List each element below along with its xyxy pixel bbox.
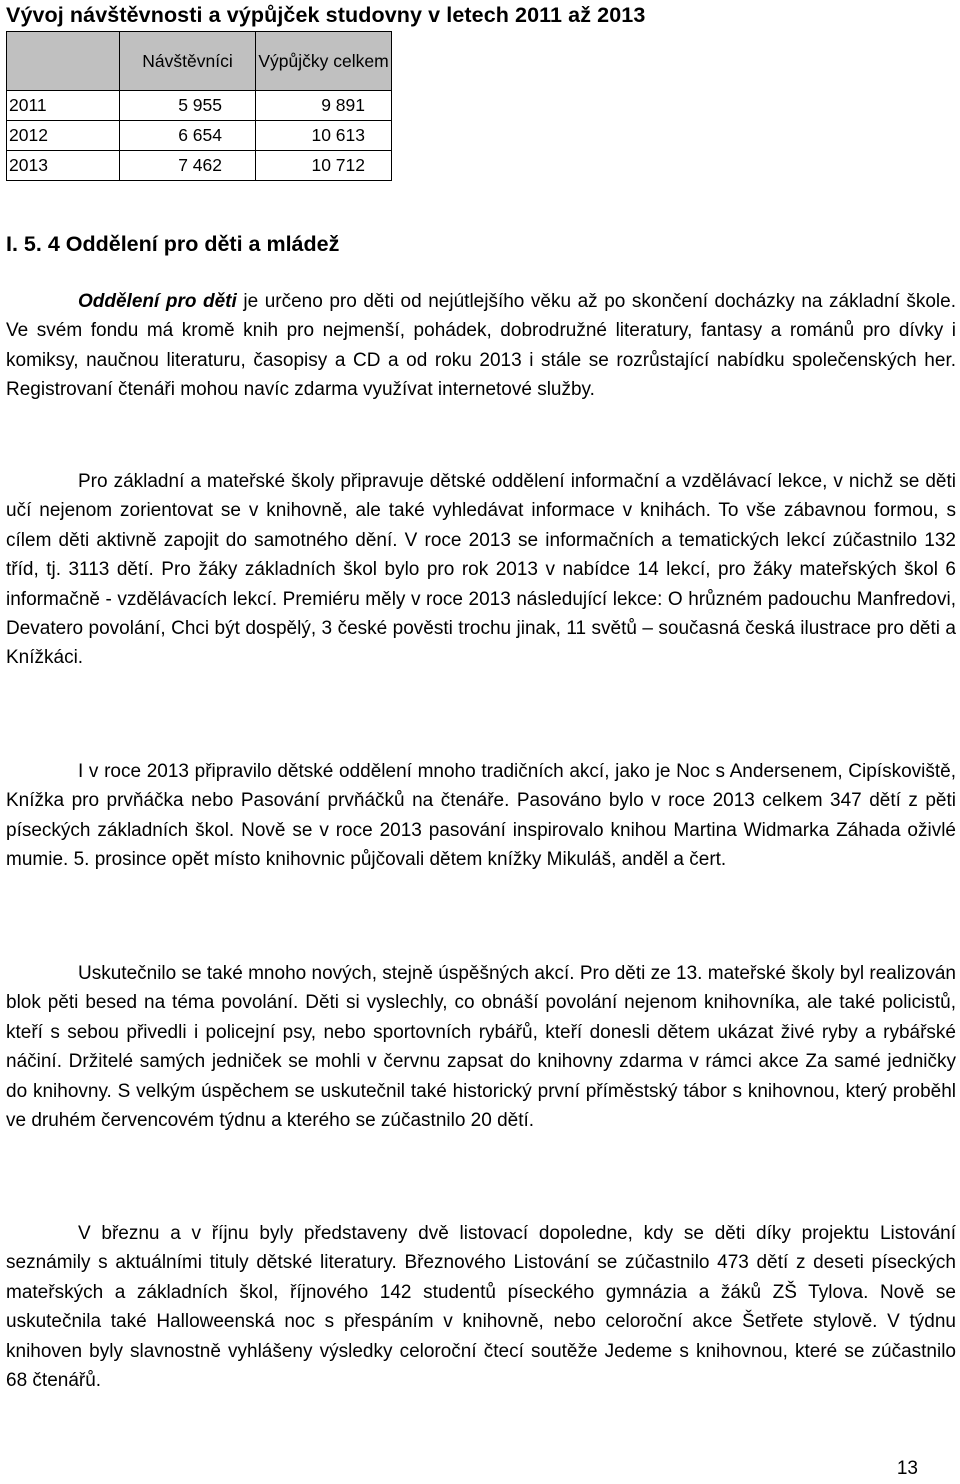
paragraph-new-events bbox=[6, 959, 956, 1135]
table-cell-year: 2012 bbox=[7, 121, 120, 151]
table-cell-visitors: 7 462 bbox=[120, 151, 256, 181]
table-header-loans: Výpůjčky celkem bbox=[256, 32, 392, 91]
table-cell-year: 2013 bbox=[7, 151, 120, 181]
table-cell-visitors: 6 654 bbox=[120, 121, 256, 151]
table-row bbox=[7, 91, 392, 121]
paragraph-intro-text: je určeno pro děti od nejútlejšího věku až po skončení docházky na základní škole. Ve svém fondu má kromě knih pro nejmenší, pohádek, dobrodružné literatury, fantasy a románů pro dívky i komiksy, naučnou literaturu, časopisy a CD a od roku 2013 i stále se rozrůstající nabídku společenských her. Registrovaní čtenáři mohou navíc zdarma využívat internetové služby. bbox=[6, 291, 957, 401]
paragraph-traditions bbox=[6, 757, 956, 875]
paragraph-new-events-text: Uskutečnilo se také mnoho nových, stejně úspěšných akcí. Pro děti ze 13. mateřské školy byl realizován blok pěti besed na téma povolání. Děti si vyslechly, co obnáší povolání nejenom knihovníka, ale také policistů, kteří s sebou přivedli i policejní psy, nebo sportovních rybářů, kteří donesli dětem ukázat živé ryby a rybářské náčiní. Držitelé samých jedniček se mohli v červnu zapsat do knihovny zdarma v rámci akce Za samé jedničky do knihovny. S velkým úspěchem se uskutečnil také historický první příměstský tábor s knihovnou, který proběhl ve druhém červencovém týdnu a kterého se zúčastnilo 20 dětí. bbox=[6, 963, 956, 1132]
table-cell-visitors: 5 955 bbox=[120, 91, 256, 121]
table-cell-loans: 9 891 bbox=[256, 91, 392, 121]
paragraph-lessons-text: Pro základní a mateřské školy připravuje dětské oddělení informační a vzdělávací lekce, v nichž se děti učí nejenom zorientovat se v knihovně, ale také vyhledávat informace v knihách. To vše zábavnou formou, s cílem děti aktivně zapojit do samotného dění. V roce 2013 se informačních a tematických lekcí zúčastnilo 132 tříd, tj. 3113 dětí. Pro žáky základních škol bylo pro rok 2013 v nabídce 14 lekcí, pro žáky mateřských škol 6 informačně - vzdělávacích lekcí. Premiéru měly v roce 2013 následující lekce: O hrůzném padouchu Manfredovi, Devatero povolání, Chci být dospělý, 3 české pověsti trochu jinak, 11 světů – současná česká ilustrace pro děti a Knížkáci. bbox=[6, 471, 956, 669]
paragraph-lessons bbox=[6, 467, 956, 673]
paragraph-lead-term: Oddělení pro děti bbox=[78, 291, 237, 312]
table-cell-loans: 10 613 bbox=[256, 121, 392, 151]
page-number: 13 bbox=[896, 1458, 918, 1479]
table-row bbox=[7, 151, 392, 181]
visitors-loans-table bbox=[6, 31, 392, 181]
table-header-blank bbox=[7, 32, 120, 91]
section-heading: I. 5. 4 Oddělení pro děti a mládež bbox=[6, 232, 340, 256]
paragraph-traditions-text: I v roce 2013 připravilo dětské oddělení mnoho tradičních akcí, jako je Noc s Andersenem, Cipískoviště, Knížka pro prvňáčka nebo Pasování prvňáčků na čtenáře. Pasováno bylo v roce 2013 celkem 347 dětí z pěti píseckých základních škol. Nově se v roce 2013 pasování inspirovalo knihou Martina Widmarka Záhada oživlé mumie. 5. prosince opět místo knihovnic půjčovali dětem knížky Mikuláš, anděl a čert. bbox=[6, 761, 956, 871]
paragraph-listovani-text: V březnu a v říjnu byly představeny dvě listovací dopoledne, kdy se děti díky projektu Listování seznámily s aktuálními tituly dětské literatury. Březnového Listování se zúčastnilo 473 dětí z deseti píseckých mateřských a základních škol, říjnového 142 studentů píseckého gymnázia a žáků ZŠ Tylova. Nově se uskutečnila také Halloweenská noc s přespáním v knihovně, nebo celoroční akce Šetřete stylově. V týdnu knihoven byly slavnostně vyhlášeny výsledky celoroční čtecí soutěže Jedeme s knihovnou, které se zúčastnilo 68 čtenářů. bbox=[6, 1223, 956, 1392]
table-cell-year: 2011 bbox=[7, 91, 120, 121]
table-title: Vývoj návštěvnosti a výpůjček studovny v letech 2011 až 2013 bbox=[6, 3, 646, 27]
paragraph-intro bbox=[6, 287, 956, 405]
table-cell-loans: 10 712 bbox=[256, 151, 392, 181]
table-row bbox=[7, 121, 392, 151]
table-header-visitors: Návštěvníci bbox=[120, 32, 256, 91]
table-header-row bbox=[7, 32, 392, 91]
paragraph-listovani bbox=[6, 1219, 956, 1395]
